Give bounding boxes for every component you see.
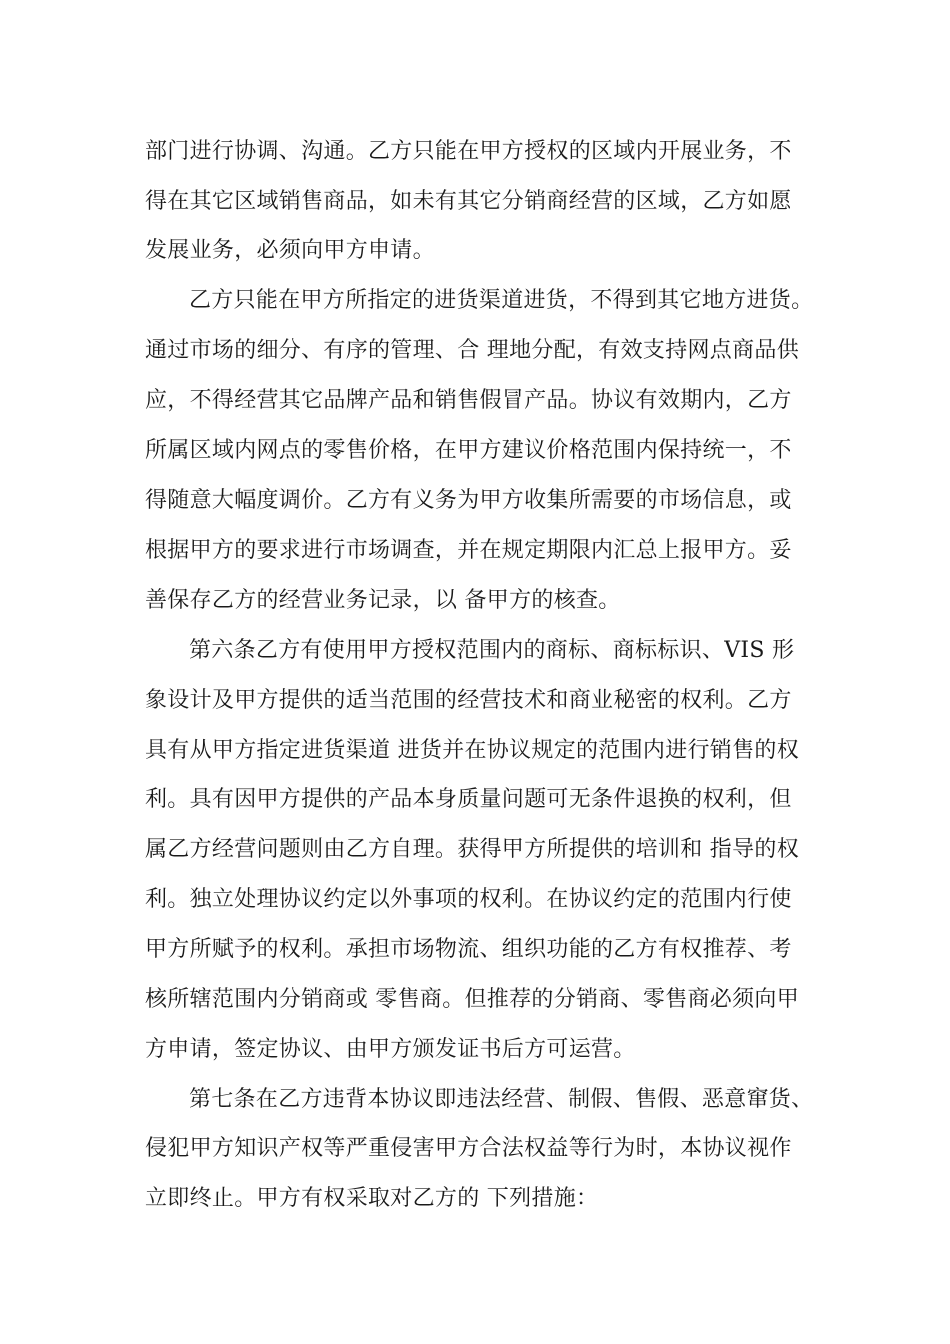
text-line: 利。具有因甲方提供的产品本身质量问题可无条件退换的权利，但 [145, 787, 792, 812]
text-line: 善保存乙方的经营业务记录，以 备甲方的核查。 [145, 588, 621, 613]
text-line: 属乙方经营问题则由乙方自理。获得甲方所提供的培训和 指导的权 [145, 837, 799, 862]
paragraph-first-line: 乙方只能在甲方所指定的进货渠道进货，不得到其它地方进货。 [189, 288, 814, 313]
text-line: 侵犯甲方知识产权等严重侵害甲方合法权益等行为时，本协议视作 [145, 1136, 792, 1161]
paragraph-first-line: 第七条在乙方违背本协议即违法经营、制假、售假、恶意窜货、 [189, 1087, 814, 1112]
text-line: 通过市场的细分、有序的管理、合 理地分配，有效支持网点商品供 [145, 338, 799, 363]
text-line: 具有从甲方指定进货渠道 进货并在协议规定的范围内进行销售的权 [145, 738, 799, 763]
text-line: 甲方所赋予的权利。承担市场物流、组织功能的乙方有权推荐、考 [145, 937, 792, 962]
text-line: 立即终止。甲方有权采取对乙方的 下列措施： [145, 1186, 599, 1211]
text-line: 象设计及甲方提供的适当范围的经营技术和商业秘密的权利。乙方 [145, 688, 792, 713]
paragraph-first-line: 第六条乙方有使用甲方授权范围内的商标、商标标识、VIS 形 [189, 638, 795, 663]
text-line: 得在其它区域销售商品，如未有其它分销商经营的区域，乙方如愿 [145, 189, 792, 214]
text-line: 应，不得经营其它品牌产品和销售假冒产品。协议有效期内，乙方 [145, 388, 792, 413]
text-line: 核所辖范围内分销商或 零售商。但推荐的分销商、零售商必须向甲 [145, 987, 799, 1012]
text-line: 利。独立处理协议约定以外事项的权利。在协议约定的范围内行使 [145, 887, 792, 912]
text-line: 发展业务，必须向甲方申请。 [145, 238, 435, 263]
text-line: 得随意大幅度调价。乙方有义务为甲方收集所需要的市场信息，或 [145, 488, 792, 513]
text-line: 所属区域内网点的零售价格，在甲方建议价格范围内保持统一，不 [145, 438, 792, 463]
text-line: 方申请，签定协议、由甲方颁发证书后方可运营。 [145, 1037, 636, 1062]
text-line: 部门进行协调、沟通。乙方只能在甲方授权的区域内开展业务，不 [145, 139, 792, 164]
text-line: 根据甲方的要求进行市场调查，并在规定期限内汇总上报甲方。妥 [145, 538, 792, 563]
